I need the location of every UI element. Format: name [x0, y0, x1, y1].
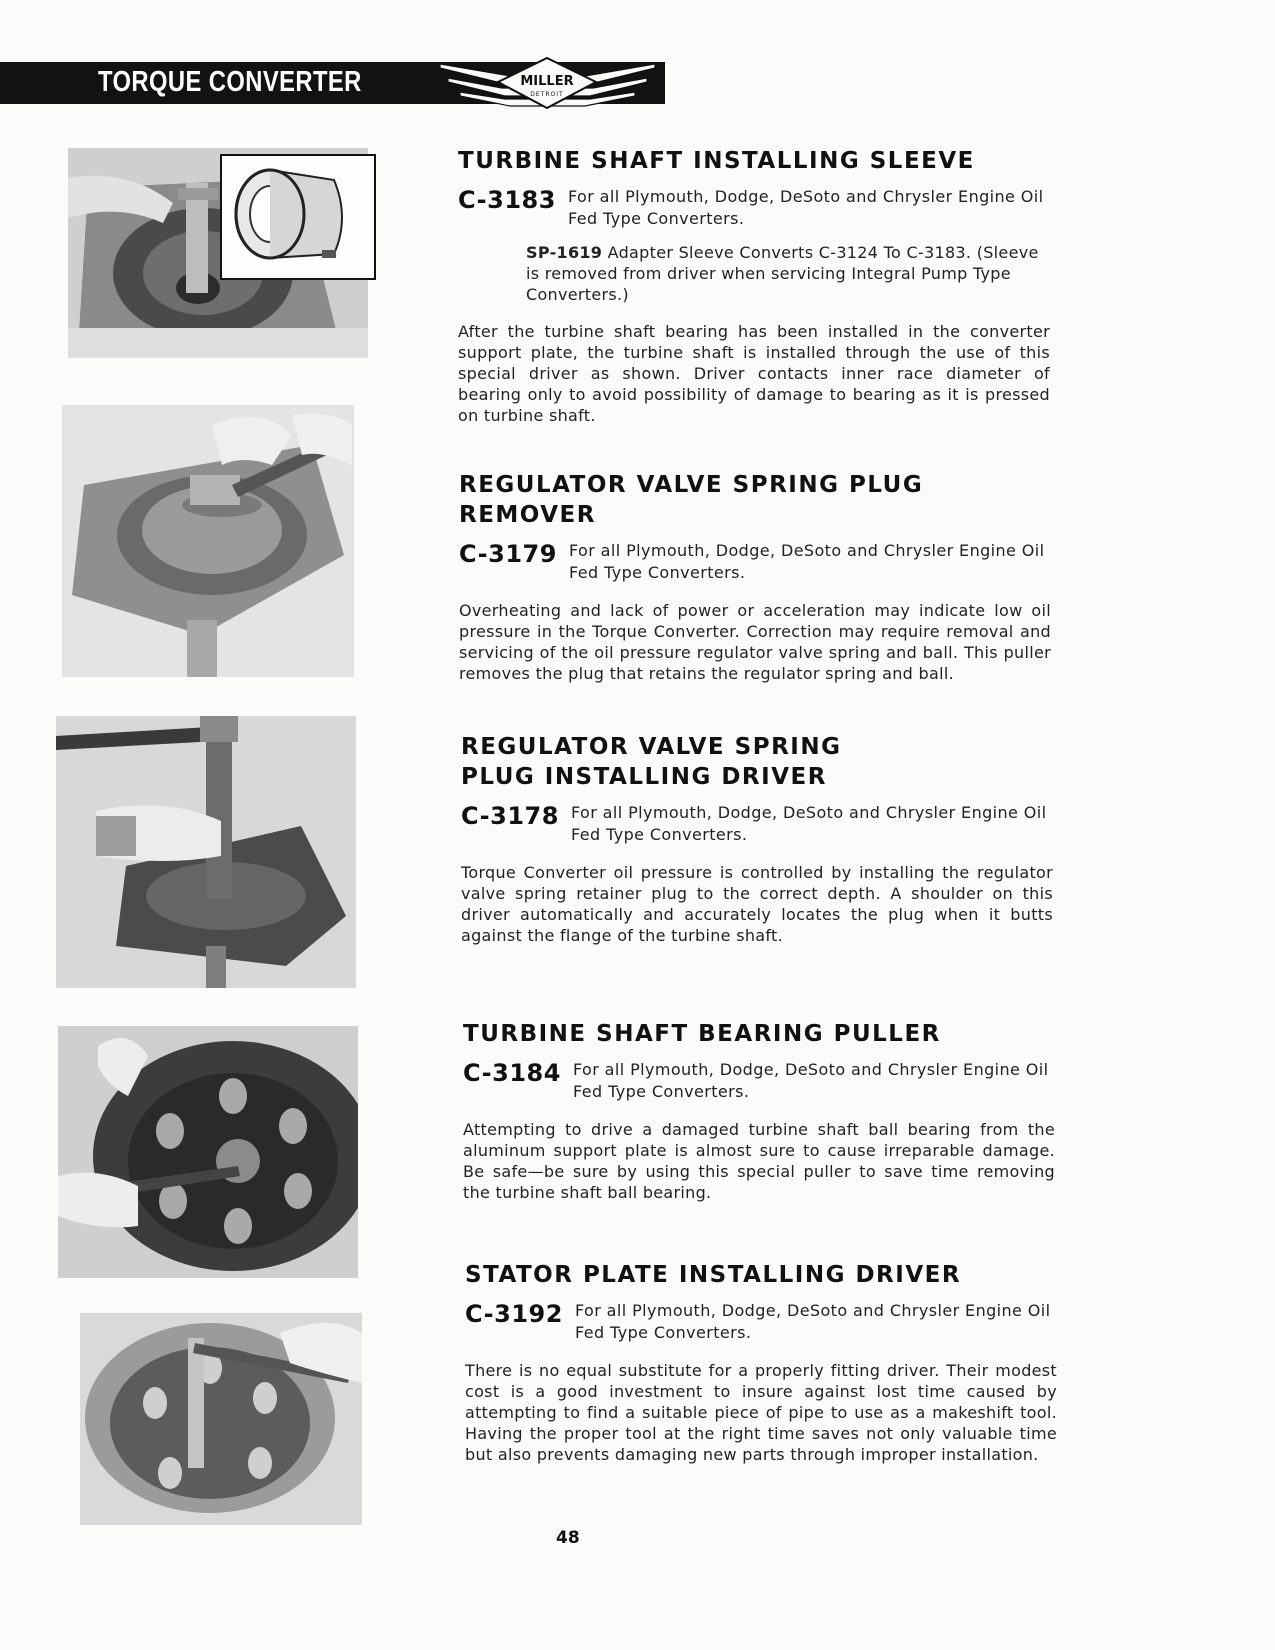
tool-row [465, 1300, 1057, 1344]
tool-row [458, 186, 1050, 230]
photo-turbine-shaft-bearing-puller [58, 1026, 358, 1278]
tool-description: For all Plymouth, Dodge, DeSoto and Chrysler Engine Oil Fed Type Converters. [571, 803, 1047, 844]
section-regulator-valve-spring-plug-installing-driver [461, 732, 1053, 946]
section-body: Torque Converter oil pressure is controlled by installing the regulator valve spring retainer plug to the correct depth. A shoulder on this driver automatically and accurately locates the plug when it butts against the flange of the turbine shaft. [461, 863, 1053, 945]
tool-description: For all Plymouth, Dodge, DeSoto and Chrysler Engine Oil Fed Type Converters. [568, 187, 1044, 228]
miller-logo [440, 54, 655, 112]
section-body: After the turbine shaft bearing has been installed in the converter support plate, the turbine shaft is installed through the use of this special driver as shown. Driver contacts inner race diameter of bearing only to avoid possibility of damage to bearing as it is pressed on turbine shaft. [458, 322, 1050, 425]
svg-text:MILLER: MILLER [520, 74, 574, 89]
page-header-title: TORQUE CONVERTER [98, 66, 362, 98]
section-title: STATOR PLATE INSTALLING DRIVER [465, 1262, 962, 1288]
tool-description: For all Plymouth, Dodge, DeSoto and Chrysler Engine Oil Fed Type Converters. [573, 1060, 1049, 1101]
section-title-line-2: PLUG INSTALLING DRIVER [461, 764, 827, 790]
tool-number: C-3178 [461, 802, 559, 830]
inset-sleeve-image [220, 154, 376, 280]
section-body: Attempting to drive a damaged turbine shaft ball bearing from the aluminum support plate is almost sure to cause irreparable damage. Be safe—be sure by using this special puller to save time removing the turbine shaft ball bearing. [463, 1120, 1055, 1202]
tool-description: For all Plymouth, Dodge, DeSoto and Chrysler Engine Oil Fed Type Converters. [575, 1301, 1051, 1342]
tool-row [463, 1059, 1055, 1103]
section-title-line-1: REGULATOR VALVE SPRING [461, 734, 842, 760]
adapter-note [526, 242, 1050, 305]
section-title: TURBINE SHAFT INSTALLING SLEEVE [458, 148, 975, 174]
section-body: There is no equal substitute for a properly fitting driver. Their modest cost is a good investment to insure against lost time caused by attempting to find a suitable piece of pipe to use as a makeshift tool. Having the proper tool at the right time saves not only valuable time but also prevents damaging new parts through improper installation. [465, 1361, 1057, 1464]
svg-text:DETROIT: DETROIT [530, 91, 564, 98]
tool-number: C-3192 [465, 1300, 563, 1328]
section-turbine-shaft-bearing-puller [463, 1019, 1055, 1203]
section-turbine-shaft-installing-sleeve [458, 146, 1050, 426]
section-regulator-valve-spring-plug-remover [459, 470, 1051, 684]
section-title: TURBINE SHAFT BEARING PULLER [463, 1021, 941, 1047]
tool-number: C-3179 [459, 540, 557, 568]
adapter-text: Adapter Sleeve Converts C-3124 To C-3183. (Sleeve is removed from driver when servicing Integral Pump Type Converters.) [526, 243, 1039, 304]
adapter-code: SP-1619 [526, 243, 603, 262]
section-stator-plate-installing-driver [465, 1260, 1057, 1465]
tool-number: C-3183 [458, 186, 556, 214]
section-title: REGULATOR VALVE SPRING PLUG REMOVER [459, 472, 924, 528]
photo-regulator-valve-spring-plug-installing-driver [56, 716, 356, 988]
page-number: 48 [556, 1528, 580, 1548]
photo-stator-plate-installing-driver [80, 1313, 362, 1525]
photo-regulator-valve-spring-plug-remover [62, 405, 354, 677]
tool-row [461, 802, 1053, 846]
tool-number: C-3184 [463, 1059, 561, 1087]
tool-row [459, 540, 1051, 584]
section-body: Overheating and lack of power or acceleration may indicate low oil pressure in the Torque Converter. Correction may require removal and servicing of the oil pressure regulator valve spring and ball. This puller removes the plug that retains the regulator spring and ball. [459, 601, 1051, 683]
tool-description: For all Plymouth, Dodge, DeSoto and Chrysler Engine Oil Fed Type Converters. [569, 541, 1045, 582]
